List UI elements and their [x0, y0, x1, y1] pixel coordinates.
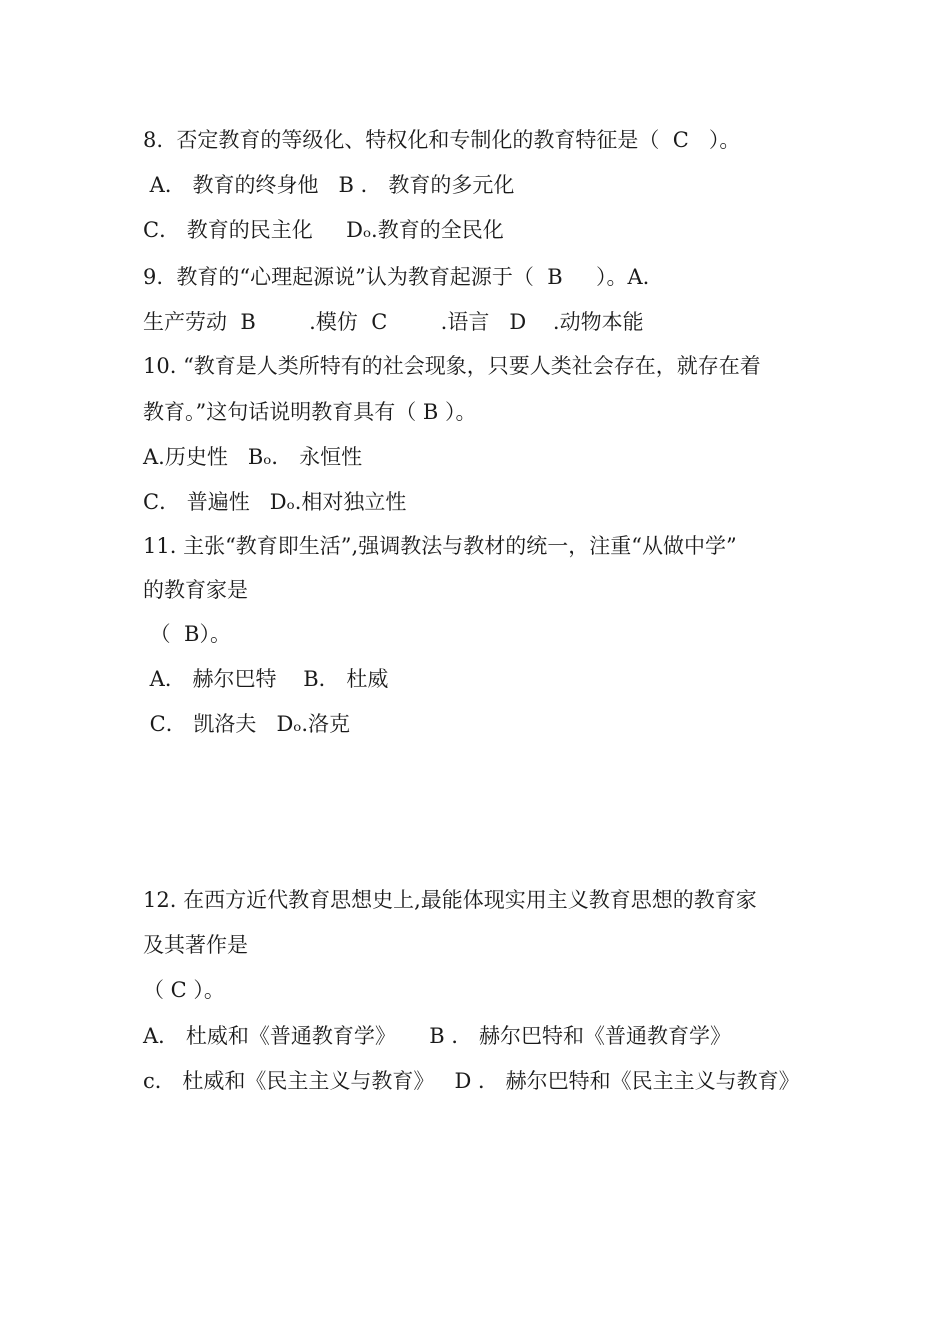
question-10-line-2: 教育。”这句话说明教育具有（ B ）。	[143, 400, 477, 424]
question-8-line-2: A． 教育的终身他 B ． 教育的多元化	[143, 173, 515, 197]
question-11-line-3: （ B）。	[143, 622, 231, 646]
question-10-line-3: A.历史性 Bₒ． 永恒性	[143, 445, 363, 469]
question-9-line-1: 9. 教育的“心理起源说”认为教育起源于（ B ）。A.	[143, 265, 650, 289]
question-8-line-1: 8. 否定教育的等级化、特权化和专制化的教育特征是（ C ）。	[143, 128, 741, 152]
question-9-line-2: 生产劳动 B .模仿 C .语言 D .动物本能	[143, 310, 644, 334]
question-11-line-5: C． 凯洛夫 Dₒ.洛克	[143, 712, 351, 736]
question-10-line-4: C． 普遍性 Dₒ.相对独立性	[143, 490, 407, 514]
question-12-line-1: 12. 在西方近代教育思想史上,最能体现实用主义教育思想的教育家	[143, 888, 757, 912]
question-11-line-1: 11. 主张“教育即生活”,强调教法与教材的统一，注重“从做中学”	[143, 534, 737, 558]
question-12-line-4: A． 杜威和《普通教育学》 B ． 赫尔巴特和《普通教育学》	[143, 1024, 731, 1048]
question-8-line-3: C． 教育的民主化 Dₒ.教育的全民化	[143, 218, 504, 242]
question-11-line-4: A． 赫尔巴特 B． 杜威	[143, 667, 389, 691]
question-11-line-2: 的教育家是	[143, 578, 248, 602]
question-12-line-5: c． 杜威和《民主主义与教育》 D ． 赫尔巴特和《民主主义与教育》	[143, 1069, 800, 1093]
question-12-line-2: 及其著作是	[143, 933, 248, 957]
question-10-line-1: 10. “教育是人类所特有的社会现象，只要人类社会存在，就存在着	[143, 354, 761, 378]
question-12-line-3: （ C ）。	[143, 978, 225, 1002]
